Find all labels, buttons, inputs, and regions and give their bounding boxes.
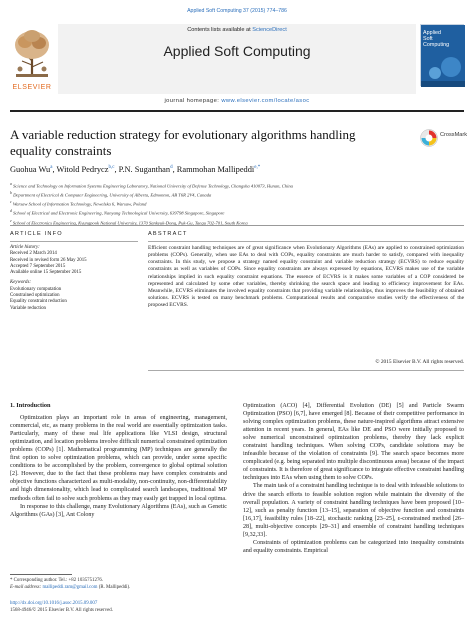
email-line [10,585,227,592]
elsevier-tree-logo-icon [10,25,54,81]
cover-title-line: Applied [423,30,441,36]
history-title: Article history: [10,245,40,250]
affiliation-text: School of Electrical and Electronic Engineering, Nanyang Technological University, 639798 Singapore, Singapore [13,210,225,216]
affiliation-letter: e [10,218,12,223]
affiliation-item [10,181,464,190]
body-paragraph: Optimization plays an important role in areas of engineering, management, commercial, etc, as many problems in the real world are essentially optimization tasks. Particularly, many of these real life applications like VLSI design, structural optimization, and location problems involve difficult numerical constrained optimization problems (COPs) [1]. Mathematical programming (MP) techniques are generally the first option to solve optimization problems, which can provide, under some specific conditions to be accomplished by the problem, convergence to global optimal solution [2]. However, due to the fact that these problems may have complex constraints and objective functions characterized as multi-modality, non-continuity, non-differentiability and high dimensionality, which lead to complicated search landscapes, traditional MP methods often fail to solve such problems as they may easily get trapped in local optima. [10,415,227,502]
body-column-left [10,402,227,519]
article-info-rule [10,241,138,242]
email-label: E-mail address: [10,584,42,590]
abstract-bottom-rule [148,370,464,371]
affiliation-item [10,190,464,199]
journal-reference[interactable]: Applied Soft Computing 37 (2015) 774–786 [187,8,287,14]
author-affil-marker[interactable]: a [50,165,53,171]
abstract-rule [148,241,464,242]
article-info [10,245,138,312]
history-item: Available online 15 September 2015 [10,270,82,276]
journal-homepage-line [58,98,416,104]
affiliation-item [10,199,464,208]
abstract-heading: ABSTRACT [148,231,188,237]
footnotes [10,578,227,591]
paper-title-line: equality constraints [10,142,112,158]
cover-title-line: Soft [423,36,433,42]
journal-header-banner [58,24,416,94]
affiliation-text: Science and Technology on Information Systems Engineering Laboratory, National University of Defense Technology, Changsha 410073, Hunan, China [13,183,293,189]
contents-line [58,27,416,33]
keyword-item: Variable reduction [10,305,46,311]
abstract-text: Efficient constraint handling techniques are of great significance when Evolutionary Algorithms (EAs) are applied to constrained optimization problems (COPs). Generally, when use EAs to deal with COPs, equality constraints are much harder to satisfy, compared with inequality constraints. In this study, we propose a strategy named equality constraint and variable reduction strategy (ECVRS) to reduce equality constraints as well as variables of COPs. Since equality constraints are always expressed by equations, ECVRS makes use of the variable relationships implied in such equality constraint equations. The essence of ECVRS is it makes some variables of a COP considered be represented and calculated by some other variables, thereby shrinking the search space and leading to efficiency improvement for EAs. Meanwhile, ECVRS eliminates the involved equality constraints that providing variable relationships, thus improves the feasibility of obtained solutions. ECVRS is tested on many benchmark problems. Computational results and comparative studies verify the effectiveness of the proposed ECVRS. [148,245,464,309]
publication-info [10,601,227,614]
crossmark-icon[interactable] [420,129,438,147]
keyword-item: Constrained optimization [10,293,60,299]
email-suffix: (R. Mallipeddi). [98,584,131,590]
body-paragraph: Optimization (ACO) [4], Differential Evolution (DE) [5] and Particle Swarm Optimization (PSO) [6,7], have emerged [8]. Because of their competitive performance in solving complex optimization problems, these nature-inspired algorithms attract extensive attention in recent years. In general, EAs like DE and PSO were initially proposed to solve numerical unconstrained optimization problems, thereby they lack explicit constraint handling techniques. When solving COPs, candidate solutions may be infeasible because of the violation of constraints [9]. The search space becomes more complicated (e.g. being separated into multiple discontinuous areas) because of the impact of constraints. It is therefore of great significance to integrate effective constraint handling techniques into EAs when using them to solve COPs. [243,403,464,482]
affiliation-letter: d [10,209,12,214]
cover-title-line: Computing [423,42,450,48]
section-divider [10,225,464,226]
author-affil-marker[interactable]: e,* [254,165,261,171]
homepage-prefix: journal homepage: [164,98,220,104]
affiliation-letter: a [10,182,12,186]
paper-title-line: A variable reduction strategy for evolutionary algorithms handling [10,127,356,142]
paper-title [10,127,420,158]
issn-line: 1568-4946/© 2015 Elsevier B.V. All rights reserved. [10,607,113,613]
doi-link[interactable]: http://dx.doi.org/10.1016/j.asoc.2015.09.007 [10,601,98,606]
author-name: Witold Pedrycz [56,165,109,174]
history-item: Accepted 7 September 2015 [10,263,66,269]
article-info-heading: ARTICLE INFO [10,231,63,237]
author-name: P.N. Suganthan [118,165,171,174]
journal-title: Applied Soft Computing [163,43,311,59]
affiliation-text: Warsaw School of Information Technology, Newelska 6, Warsaw, Poland [12,201,147,207]
body-column-right [243,402,464,555]
corresponding-author-note: * Corresponding author. Tel.: +82 1035751276. [10,578,104,583]
section-heading: 1. Introduction [10,402,51,409]
sciencedirect-link[interactable]: ScienceDirect [252,27,287,33]
email-link[interactable]: mallipeddi.ram@gmail.com [42,584,98,590]
keyword-item: Equality constraint reduction [10,299,67,305]
body-paragraph: In response to this challenge, many Evolutionary Algorithms (EAs), such as Genetic Algorithms (GAs) [3], Ant Colony [10,503,227,518]
elsevier-wordmark: ELSEVIER [12,84,52,91]
abstract-copyright: © 2015 Elsevier B.V. All rights reserved. [375,359,464,365]
affiliation-text: Department of Electrical & Computer Engineering, University of Alberta, Edmonton, AB T6R 2V4, Canada [13,192,212,198]
body-paragraph: Constraints of optimization problems can be categorized into inequality constraints and equality constraints. Empirical [243,539,464,554]
affiliation-text: School of Electronics Engineering, Kyungpook National University, 1370 Sankyuk-Dong, Puk-Gu, Taegu 702-701, South Korea [12,220,248,226]
author-affil-marker[interactable]: b,c [108,165,115,171]
affiliation-letter: c [10,200,12,205]
affiliation-item [10,208,464,217]
homepage-link[interactable]: www.elsevier.com/locate/asoc [221,98,310,104]
footnote-rule [10,574,72,575]
header-divider [10,110,464,112]
contents-prefix: Contents lists available at [187,27,251,33]
crossmark-label[interactable]: CrossMark [440,132,468,138]
keyword-item: Evolutionary computation [10,286,62,292]
body-paragraph: The main task of a constraint handling technique is to deal with infeasible solutions to drive the search efforts to feasible solution region while maintain the diversity of the overall population. A variety of constraint handling techniques have been proposed [10–12], such as penalty function [13–15], separation of objective function and constraints [16,17], feasibility rules [18–22], stochastic ranking [23–25], ε-constrained method [26–28], multi-objective concepts [29–31] and ensemble of constraint handling techniques [9,32,33]. [243,483,464,538]
affiliation-letter: b [10,191,12,196]
history-item: Received in revised form 26 May 2015 [10,257,87,263]
author-name: Rammohan Mallipeddi [176,165,255,174]
cover-title [423,30,463,48]
author-name: Guohua Wu [10,165,51,174]
history-item: Received 2 March 2014 [10,251,57,257]
author-affil-marker[interactable]: d [170,165,173,171]
keywords-title: Keywords: [10,280,32,286]
author-list: Guohua Wu$^a$, Witold Pedrycz$^{b,c}$, P.N. Suganthan$^d$, Rammohan Mallipeddi$^{e,*}$ [10,165,261,174]
affiliations [10,181,464,227]
